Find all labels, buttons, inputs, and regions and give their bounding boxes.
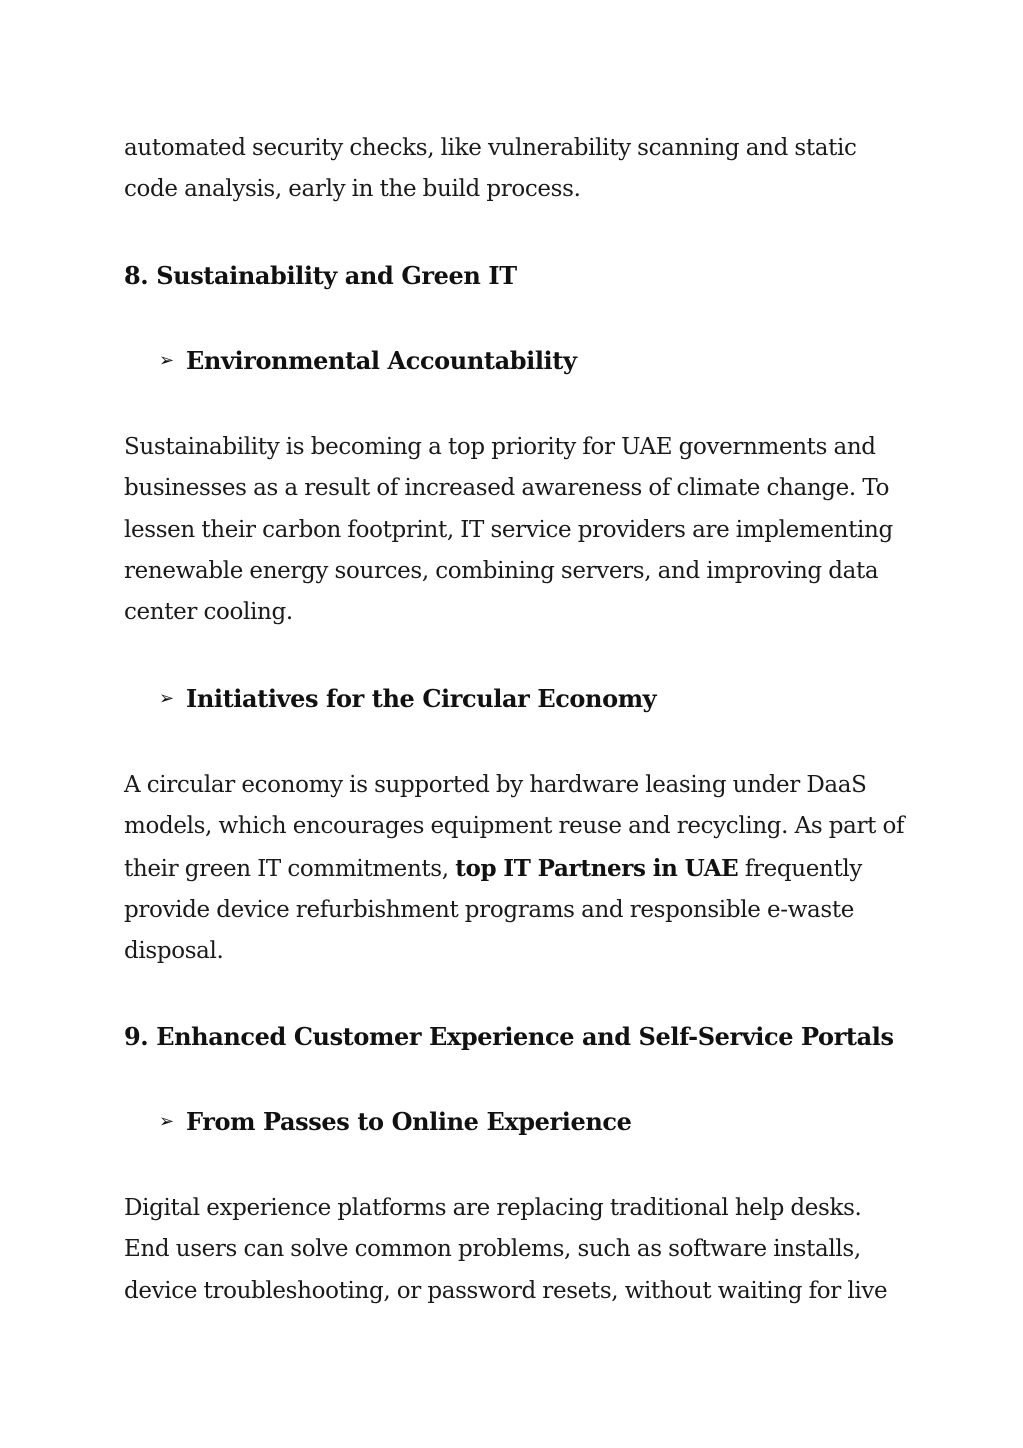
bold-keyword: top IT Partners in UAE	[455, 854, 739, 882]
paragraph-line: Sustainability is becoming a top priority for UAE governments and	[124, 433, 876, 460]
document-page	[124, 128, 914, 1312]
paragraph-line: disposal.	[124, 938, 224, 965]
section-9-heading: 9. Enhanced Customer Experience and Self-Service Portals	[124, 1021, 894, 1051]
paragraph-line: center cooling.	[124, 599, 293, 626]
arrow-bullet-icon: ➢	[159, 1110, 174, 1132]
paragraph-line: lessen their carbon footprint, IT service providers are implementing	[124, 516, 893, 543]
intro-paragraph	[124, 128, 914, 211]
section-8-sub-1-heading	[124, 345, 914, 377]
arrow-bullet-icon: ➢	[159, 687, 174, 709]
paragraph-line: their green IT commitments,	[124, 855, 456, 882]
section-8-sub-2-heading	[124, 683, 914, 715]
paragraph-line: models, which encourages equipment reuse and recycling. As part of	[124, 813, 905, 840]
paragraph-line: End users can solve common problems, such as software installs,	[124, 1236, 861, 1263]
arrow-bullet-icon: ➢	[159, 349, 174, 371]
paragraph-line: frequently	[738, 855, 863, 882]
paragraph-line: businesses as a result of increased awareness of climate change. To	[124, 475, 890, 502]
section-8-sub-1-paragraph	[124, 427, 914, 634]
intro-line-1: automated security checks, like vulnerability scanning and static	[124, 135, 857, 161]
paragraph-line: provide device refurbishment programs and responsible e-waste	[124, 897, 854, 924]
paragraph-line: renewable energy sources, combining servers, and improving data	[124, 558, 879, 585]
intro-line-2: code analysis, early in the build process.	[124, 176, 581, 203]
section-8-heading: 8. Sustainability and Green IT	[124, 260, 517, 290]
paragraph-line: A circular economy is supported by hardware leasing under DaaS	[124, 771, 867, 798]
section-9-sub-1-paragraph	[124, 1188, 914, 1312]
section-8-sub-1-title: Environmental Accountability	[186, 345, 577, 375]
paragraph-line: Digital experience platforms are replacing traditional help desks.	[124, 1194, 862, 1221]
section-9-sub-1-title: From Passes to Online Experience	[186, 1106, 632, 1136]
section-8-sub-2-title: Initiatives for the Circular Economy	[186, 683, 657, 713]
paragraph-line: device troubleshooting, or password resets, without waiting for live	[124, 1277, 888, 1304]
section-9-sub-1-heading	[124, 1106, 914, 1138]
section-8-sub-2-paragraph	[124, 765, 914, 973]
